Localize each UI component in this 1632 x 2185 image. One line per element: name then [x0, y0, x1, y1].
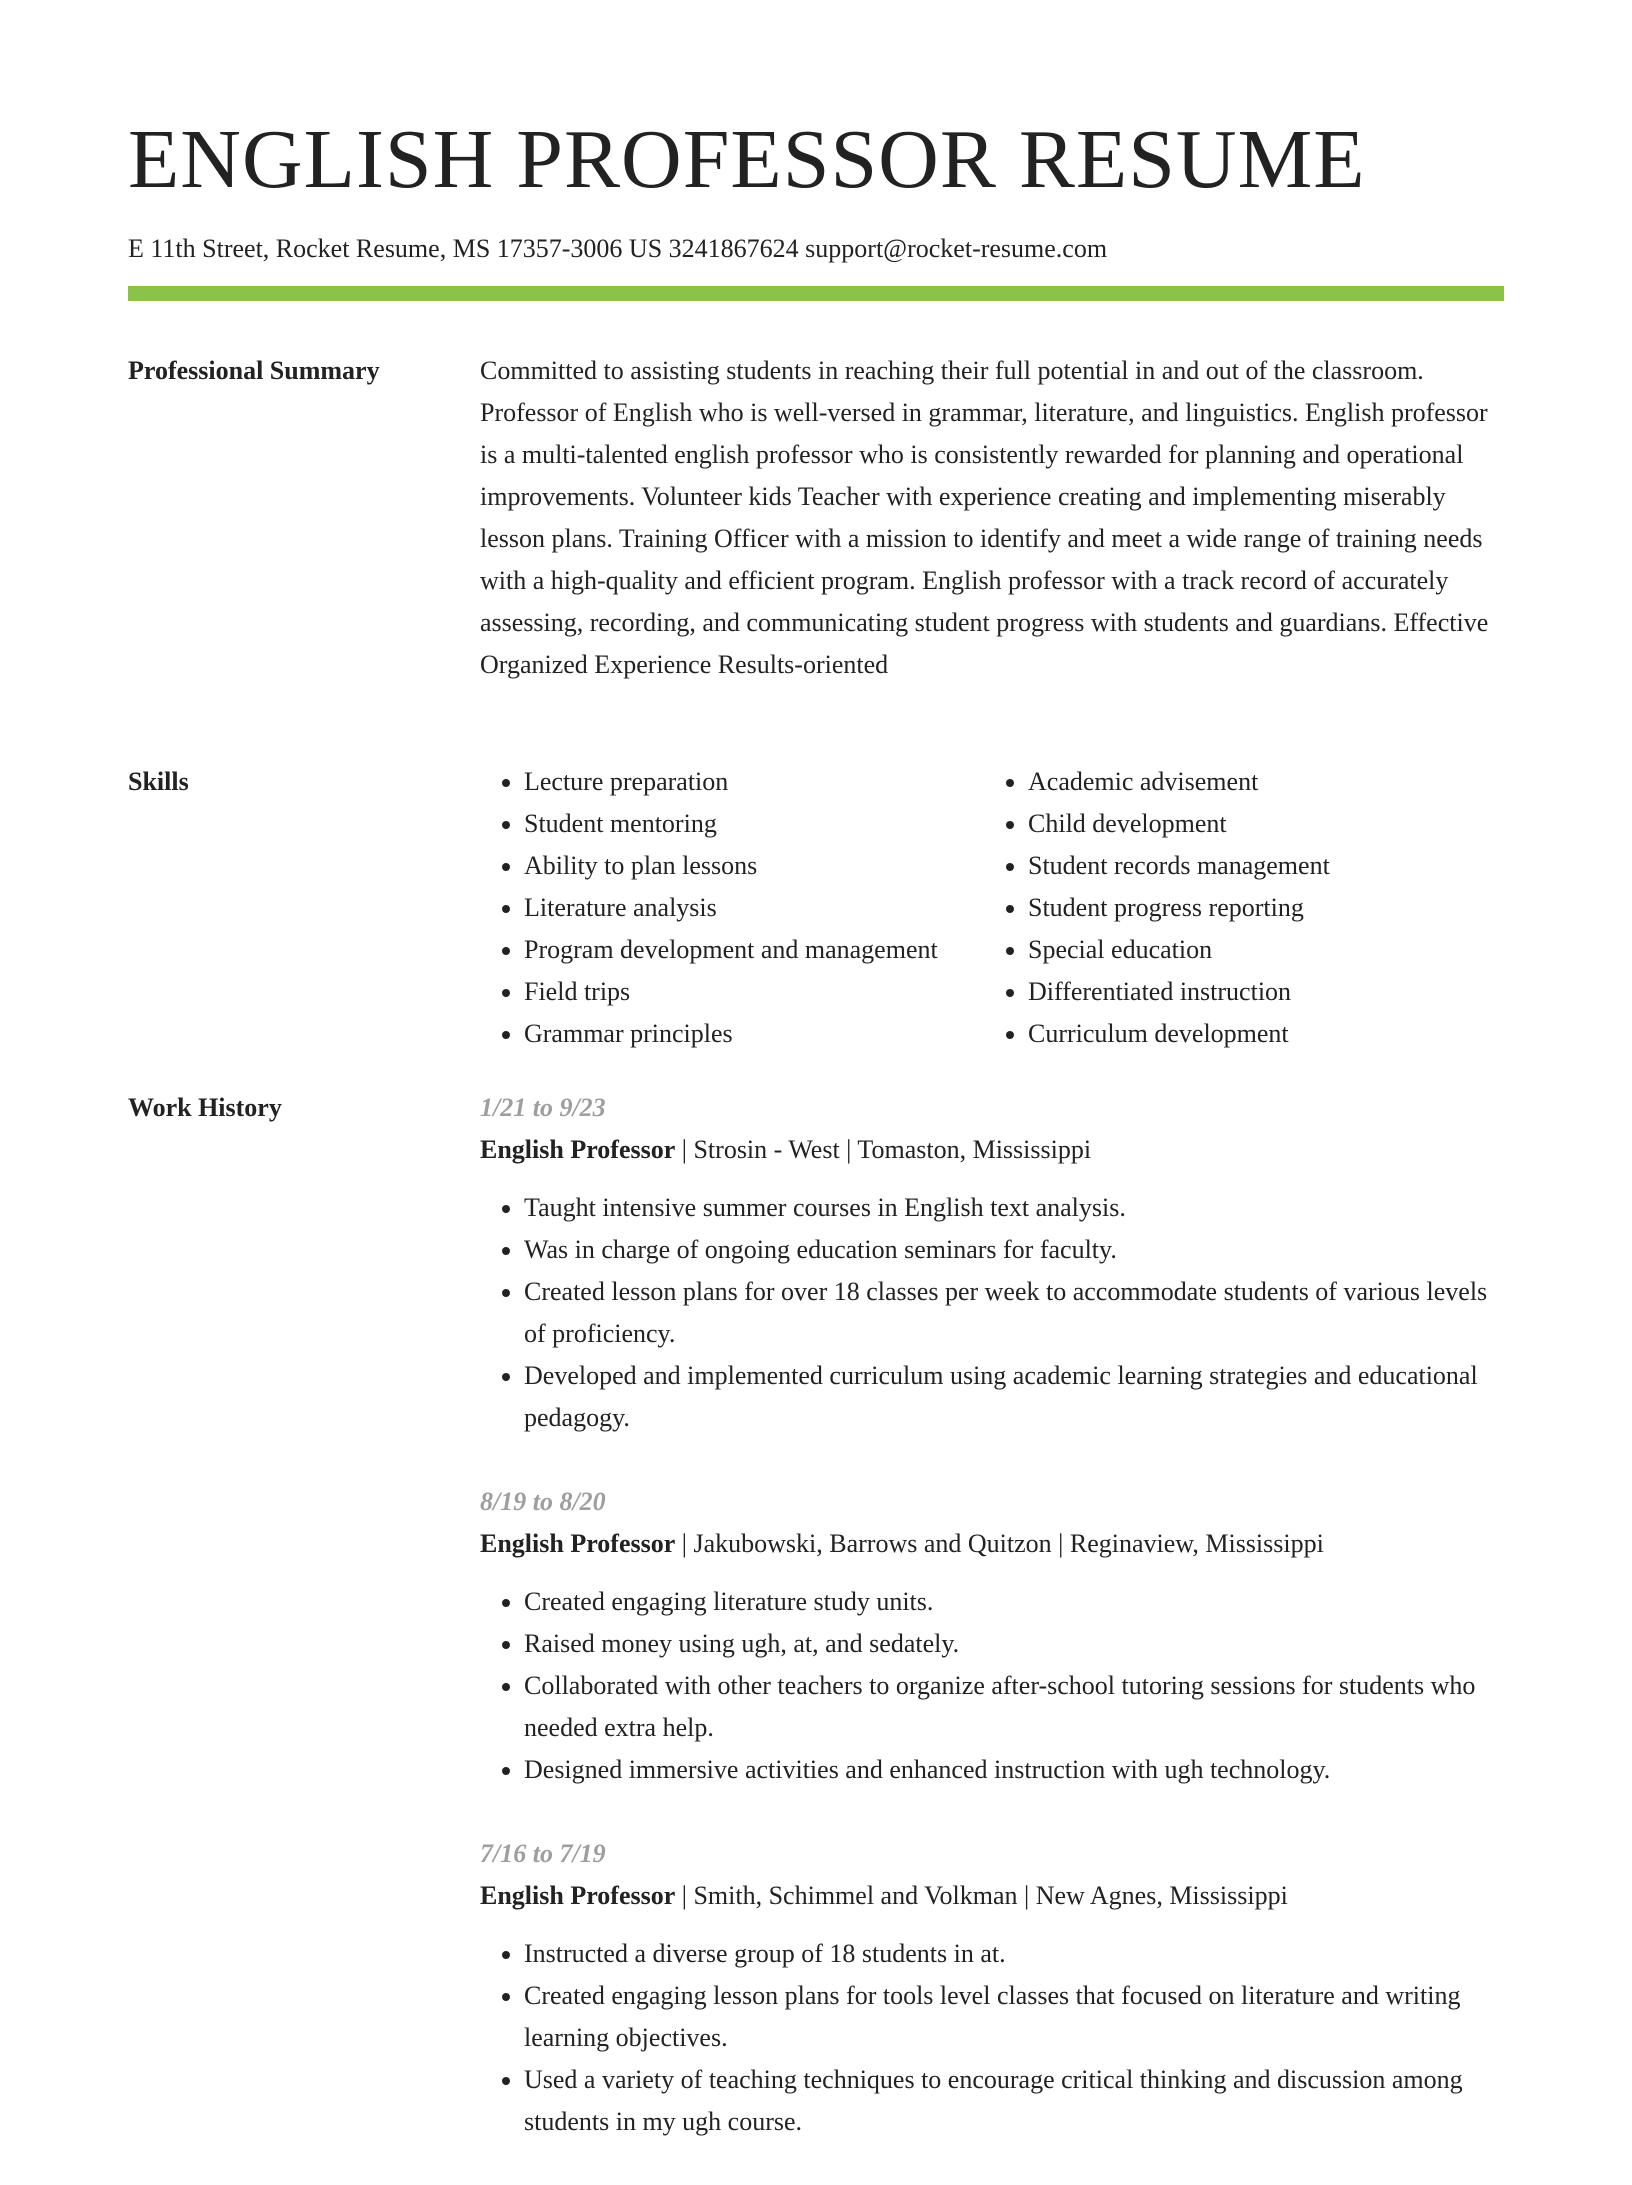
- job-bullets: [480, 1187, 1504, 1439]
- job-entry: [480, 1833, 1504, 2143]
- skill-item: • Child development: [1028, 803, 1488, 845]
- skill-item: • Lecture preparation: [524, 761, 984, 803]
- skill-item: • Literature analysis: [524, 887, 984, 929]
- header-divider: [128, 286, 1504, 301]
- job-dates: 1/21 to 9/23: [480, 1093, 606, 1122]
- skill-item: • Student records management: [1028, 845, 1488, 887]
- contact-info: E 11th Street, Rocket Resume, MS 17357-3006 US 3241867624 support@rocket-resume.com: [128, 234, 1108, 263]
- job-title: English Professor: [480, 1529, 676, 1558]
- work-history-heading: Work History: [128, 1093, 282, 1122]
- job-bullet: • Was in charge of ongoing education seminars for faculty.: [524, 1229, 1504, 1271]
- skill-item: • Grammar principles: [524, 1013, 984, 1055]
- job-dates: 8/19 to 8/20: [480, 1487, 606, 1516]
- job-details: | Smith, Schimmel and Volkman | New Agnes, Mississippi: [675, 1881, 1288, 1910]
- skill-item: • Curriculum development: [1028, 1013, 1488, 1055]
- skills-list-right: [984, 761, 1488, 1055]
- skills-body: [480, 761, 1504, 1055]
- job-heading: [480, 1875, 1504, 1917]
- skill-item: • Special education: [1028, 929, 1488, 971]
- summary-body: [480, 350, 1504, 686]
- skills-heading: Skills: [128, 767, 189, 796]
- job-title: English Professor: [480, 1135, 676, 1164]
- job-bullet: • Developed and implemented curriculum using academic learning strategies and educational pedagogy.: [524, 1355, 1504, 1439]
- skill-item: • Ability to plan lessons: [524, 845, 984, 887]
- job-heading: [480, 1129, 1504, 1171]
- job-dates: 7/16 to 7/19: [480, 1839, 606, 1868]
- job-bullet: • Used a variety of teaching techniques to encourage critical thinking and discussion among students in my ugh course.: [524, 2059, 1504, 2143]
- skills-columns: [480, 761, 1504, 1055]
- skill-item: • Program development and management: [524, 929, 984, 971]
- job-bullet: • Created engaging lesson plans for tools level classes that focused on literature and writing learning objectives.: [524, 1975, 1504, 2059]
- skill-item: • Student mentoring: [524, 803, 984, 845]
- resume-title: ENGLISH PROFESSOR RESUME: [128, 113, 1366, 206]
- job-entry: [480, 1481, 1504, 1791]
- skill-item: • Academic advisement: [1028, 761, 1488, 803]
- job-entry: [480, 1087, 1504, 1439]
- job-bullet: • Taught intensive summer courses in English text analysis.: [524, 1187, 1504, 1229]
- job-bullet: • Raised money using ugh, at, and sedately.: [524, 1623, 1504, 1665]
- job-bullet: • Created engaging literature study units.: [524, 1581, 1504, 1623]
- job-bullet: • Designed immersive activities and enhanced instruction with ugh technology.: [524, 1749, 1504, 1791]
- skill-item: • Field trips: [524, 971, 984, 1013]
- job-details: | Strosin - West | Tomaston, Mississippi: [675, 1135, 1092, 1164]
- summary-text: Committed to assisting students in reaching their full potential in and out of the classroom. Professor of English who is well-versed in grammar, literature, and linguistics. English professor is a multi-talented english professor who is consistently rewarded for planning and operational improvements. Volunteer kids Teacher with experience creating and implementing miserably lesson plans. Training Officer with a mission to identify and meet a wide range of training needs with a high-quality and efficient program. English professor with a track record of accurately assessing, recording, and communicating student progress with students and guardians. Effective Organized Experience Results-oriented: [480, 356, 1489, 679]
- job-bullet: • Instructed a diverse group of 18 students in at.: [524, 1933, 1504, 1975]
- job-bullets: [480, 1581, 1504, 1791]
- job-title: English Professor: [480, 1881, 676, 1910]
- job-details: | Jakubowski, Barrows and Quitzon | Reginaview, Mississippi: [675, 1529, 1324, 1558]
- skills-list-left: [480, 761, 984, 1055]
- job-heading: [480, 1523, 1504, 1565]
- summary-heading: Professional Summary: [128, 356, 380, 385]
- job-bullet: • Collaborated with other teachers to organize after-school tutoring sessions for students who needed extra help.: [524, 1665, 1504, 1749]
- skill-item: • Differentiated instruction: [1028, 971, 1488, 1013]
- work-history-body: [480, 1087, 1504, 2185]
- skill-item: • Student progress reporting: [1028, 887, 1488, 929]
- job-bullet: • Created lesson plans for over 18 classes per week to accommodate students of various levels of proficiency.: [524, 1271, 1504, 1355]
